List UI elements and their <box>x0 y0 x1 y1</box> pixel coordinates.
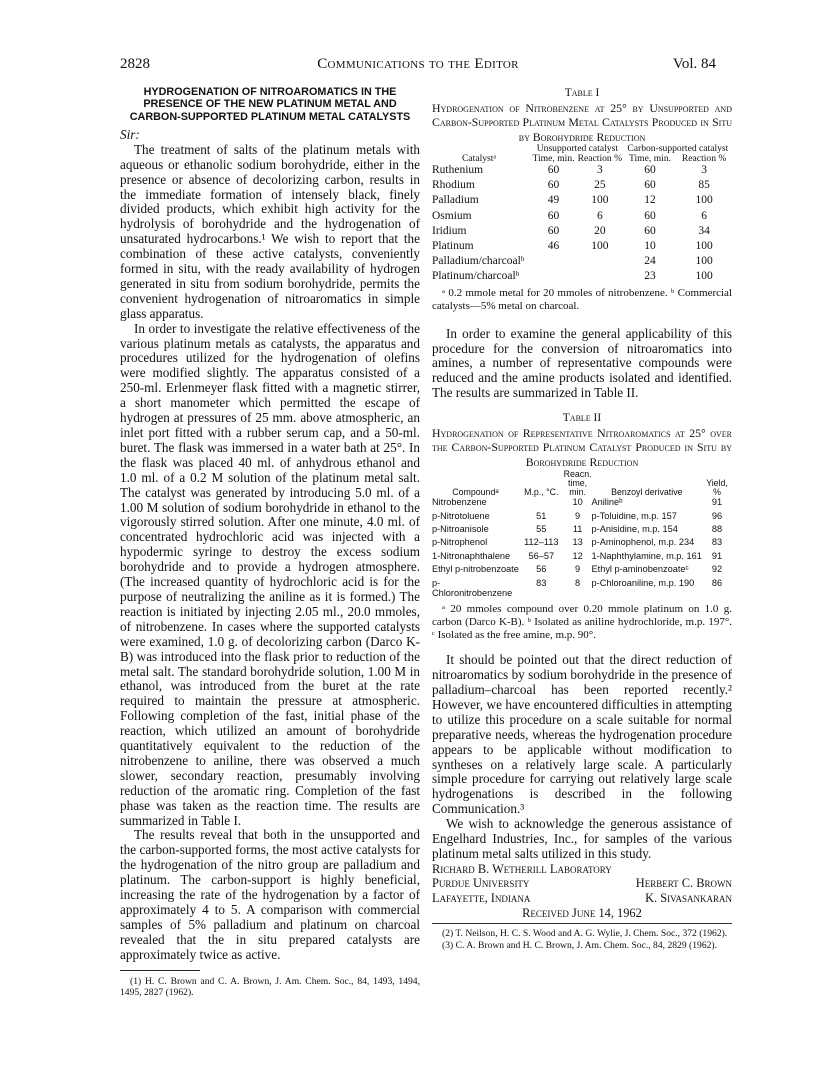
table-2-cell: 12 <box>572 550 583 561</box>
catalyst-name: Ruthenium <box>432 163 484 176</box>
col-derivative: Benzoyl derivative <box>611 486 683 497</box>
running-header <box>120 56 716 76</box>
table-1-cell: 20 <box>594 224 606 237</box>
table-1-cell: 60 <box>547 209 560 222</box>
col-time-1: Time, min. <box>532 153 575 165</box>
table-2-cell: 91 <box>711 497 723 508</box>
table-1-cell <box>531 270 576 285</box>
table-1-cell: 100 <box>695 255 713 268</box>
catalyst-name: Platinum <box>432 239 474 252</box>
sig-lab: Richard B. Wetherill Laboratory <box>432 861 612 876</box>
table-2-row <box>432 524 732 537</box>
table-1-cell: 100 <box>695 270 713 283</box>
table-2-caption: Hydrogenation of Representative Nitroaromatics at 25° over the Carbon-Supported Platinum Catalyst Produced in Situ by Borohydride Reduction <box>432 425 732 469</box>
footnote-2: (2) T. Neilson, H. C. S. Wood and A. G. Wylie, J. Chem. Soc., 372 (1962). <box>442 928 728 940</box>
compound-name: 1-Nitronaphthalene <box>432 550 511 561</box>
table-1-row <box>432 225 732 240</box>
catalyst-name: Iridium <box>432 224 467 237</box>
table-2-row <box>432 511 732 524</box>
paragraph-5: It should be pointed out that the direct reduction of nitroaromatics by sodium borohydride in the presence of palladium–charcoal has been reported recently.² However, we have encountered difficulties in attempting to utilize this procedure on a scale suitable for normal preparative needs, whereas the hydrogenation procedure appears to be applicable without modification to syntheses on a relatively large scale. A particularly simple procedure for carrying out relatively large scale hydrogenations is described in the following Communication.³ <box>432 652 732 817</box>
table-2-note: ᵃ 20 mmoles compound over 0.20 mmole platinum on 1.0 g. carbon (Darco K-B). ᵇ Isolated as aniline hydrochloride, m.p. 197°. ᶜ Isolated as the free amine, m.p. 90°. <box>432 603 732 641</box>
catalyst-name: Palladium <box>432 194 479 207</box>
table-1-row <box>432 194 732 209</box>
table-2-cell: 112–113 <box>524 537 559 548</box>
paragraph-1: The treatment of salts of the platinum metals with aqueous or ethanolic sodium borohydride, either in the presence or absence of decolorizing carbon, results in the immediate formation of intensely black, finely divided products, which exhibit high activity for the hydrolysis of borohydride and the hydrogenation of unsaturated hydrocarbons.¹ We wish to report that the combination of these active catalysts, conveniently formed in situ, with the ready availability of hydrogen generated in situ from sodium borohydride, permits the convenient hydrogenation of nitroaromatics in simple glass apparatus. <box>120 141 420 321</box>
table-1-cell: 3 <box>701 163 708 176</box>
compound-name: p-Nitroanisole <box>432 523 489 534</box>
table-1-cell: 60 <box>547 179 560 192</box>
footnote-rule <box>120 970 200 971</box>
table-1-row <box>432 270 732 285</box>
table-1-cell: 100 <box>695 194 713 207</box>
volume-number: Vol. 84 <box>672 56 716 72</box>
table-2-row <box>432 551 732 564</box>
table-2-row <box>432 564 732 577</box>
table-2-cell: 9 <box>575 510 581 521</box>
paragraph-4: In order to examine the general applicability of this procedure for the conversion of nitroaromatics into amines, a number of representative compounds were reduced and the amine products isolated and identified. The results are summarized in Table II. <box>432 325 732 401</box>
col-mp: M.p., °C. <box>524 486 559 497</box>
table-2-cell: p-Toluidine, m.p. 157 <box>591 510 677 521</box>
table-2-cell: 1-Naphthylamine, m.p. 161 <box>591 550 702 561</box>
table-2-label: Table II <box>562 412 602 425</box>
catalyst-name: Palladium/charcoalᵇ <box>432 255 525 268</box>
table-1-row <box>432 255 732 270</box>
col-compound: Compoundᵃ <box>452 486 499 497</box>
table-2-cell: p-Aminophenol, m.p. 234 <box>591 537 695 548</box>
compound-name: p-Nitrophenol <box>432 537 488 548</box>
table-1-cell: 60 <box>644 224 656 237</box>
table-2-cell: 96 <box>711 510 723 521</box>
table-1-caption: Hydrogenation of Nitrobenzene at 25° by Unsupported and Carbon-Supported Platinum Metal Catalysts Produced in Situ by Borohydride Reduction <box>432 100 732 144</box>
table-1-cell: 34 <box>698 224 710 237</box>
sig-university: Purdue University <box>432 876 530 891</box>
table-2-cell: 92 <box>711 564 723 575</box>
compound-name: Ethyl p-nitrobenzoate <box>432 564 519 575</box>
compound-name: p-Nitrotoluene <box>432 510 490 521</box>
table-1-note: ᵃ 0.2 mmole metal for 20 mmoles of nitrobenzene. ᵇ Commercial catalysts—5% metal on charcoal. <box>432 287 732 313</box>
signature-block <box>432 862 732 920</box>
running-title: Communications to the Editor <box>317 56 519 72</box>
group-unsupported: Unsupported catalyst <box>536 143 618 155</box>
table-1-cell: 100 <box>591 239 609 252</box>
table-2-cell: p-Anisidine, m.p. 154 <box>591 523 678 534</box>
paragraph-2: In order to investigate the relative effectiveness of the various platinum metals as catalysts, the apparatus and procedures utilized for the hydrogenation of olefins were modified slightly. The apparatus consisted of a 250-ml. Erlenmeyer flask fitted with a magnetic stirrer, a short manometer which permitted the escape of hydrogen at pressures of 25 mm. above atmospheric, an inlet port fitted with a rubber serum cap, and a 50-ml. buret. The flask was immersed in a water bath at 25°. In the flask was placed 40 ml. of anhydrous ethanol and 1.0 ml. of a 0.2 M solution of the platinum metal salt. The catalyst was generated by introducing 5.0 ml. of a 1.00 M solution of sodium borohydride in ethanol to the vigorously stirred solution. After one minute, 4.0 ml. of concentrated hydrochloric acid was injected with a hypodermic syringe to destroy the excess sodium borohydride and to provide a hydrogen atmosphere. (The increased quantity of hydrochloric acid is for the purpose of neutralizing the aniline as it is formed.) The reaction is initiated by injecting 2.05 ml., 20.0 mmoles, of nitrobenzene. In cases where the supported catalysts were examined, 1.0 g. of decolorizing carbon (Darco K-B) was introduced into the flask prior to reduction of the metal salt. The standard borohydride solution, 1.00 M in ethanol, was introduced from the buret at the rate required to maintain the pressure at atmospheric. Following completion of the fast, initial phase of the reaction, which utilized an amount of borohydride quantitatively equivalent to the reduction of the nitrobenzene to aniline, there was observed a much slower, secondary reaction, presumably involving reduction of the aromatic ring. Completion of the fast phase was taken as the reaction time. The results are summarized in Table I. <box>120 320 420 828</box>
col-reacn-time: Reacn. time, min. <box>563 468 592 497</box>
sig-author-2: K. Sivasankaran <box>645 891 732 906</box>
compound-name: p-Chloronitrobenzene <box>432 577 513 599</box>
table-1-cell: 24 <box>644 255 656 268</box>
table-2-cell: 8 <box>575 577 581 588</box>
table-1-row <box>432 164 732 179</box>
table-1-cell: 23 <box>644 270 656 283</box>
table-1 <box>432 144 732 285</box>
catalyst-name: Osmium <box>432 209 472 222</box>
left-column <box>120 86 420 999</box>
table-1-row <box>432 179 732 194</box>
catalyst-name: Platinum/charcoalᵇ <box>432 270 520 283</box>
table-2-cell: 83 <box>536 577 547 588</box>
article-title: HYDROGENATION OF NITROAROMATICS IN THE PRESENCE OF THE NEW PLATINUM METAL AND CARBON-SUPPORTED PLATINUM METAL CATALYSTS <box>129 86 411 123</box>
footnote-divider <box>432 923 732 924</box>
table-1-body <box>432 164 732 286</box>
table-2-cell: 10 <box>572 497 583 508</box>
table-2-cell: 56 <box>536 564 547 575</box>
table-1-cell: 10 <box>644 239 656 252</box>
table-1-cell: 60 <box>644 163 656 176</box>
sig-author-1: Herbert C. Brown <box>635 876 732 891</box>
table-2-cell: 88 <box>711 523 723 534</box>
group-carbon: Carbon-supported catalyst <box>627 143 729 155</box>
table-1-cell: 60 <box>547 163 560 176</box>
table-2-cell: p-Chloroaniline, m.p. 190 <box>591 577 695 588</box>
table-1-cell: 46 <box>547 239 560 252</box>
table-2-row <box>432 578 732 602</box>
table-1-cell: 85 <box>698 179 710 192</box>
table-1-cell: 100 <box>591 194 609 207</box>
table-2 <box>432 470 732 602</box>
table-1-cell <box>576 270 624 285</box>
received-date: Received June 14, 1962 <box>522 905 642 920</box>
table-2-cell <box>519 497 564 510</box>
table-1-cell: 49 <box>547 194 560 207</box>
table-1-cell: 6 <box>701 209 708 222</box>
table-1-row <box>432 210 732 225</box>
table-1-label: Table I <box>564 87 600 99</box>
table-2-cell: 11 <box>572 523 583 534</box>
table-1-cell: 100 <box>695 239 713 252</box>
table-1-cell: 6 <box>597 209 603 222</box>
table-2-cell: 9 <box>575 564 581 575</box>
table-2-row <box>432 497 732 510</box>
table-2-cell: 55 <box>536 523 547 534</box>
page-number: 2828 <box>120 56 150 72</box>
table-2-body <box>432 497 732 601</box>
salutation: Sir: <box>120 126 140 142</box>
table-2-cell: 56–57 <box>528 550 555 561</box>
table-1-cell: 60 <box>547 224 560 237</box>
table-2-cell: Ethyl p-aminobenzoateᶜ <box>591 564 689 575</box>
table-1-cell: 25 <box>594 179 606 192</box>
col-yield: Yield, % <box>706 477 728 497</box>
table-1-cell: 12 <box>644 194 656 207</box>
paragraph-6: We wish to acknowledge the generous assistance of Engelhard Industries, Inc., for samples of the various platinum metal salts utilized in this study. <box>432 816 732 861</box>
table-1-cell: 3 <box>597 163 603 176</box>
table-1-cell: 60 <box>644 179 656 192</box>
col-reaction-1: Reaction % <box>577 153 623 165</box>
table-1-cell <box>576 255 624 270</box>
col-time-2: Time, min. <box>628 153 672 165</box>
paragraph-3: The results reveal that both in the unsupported and the carbon-supported forms, the most active catalysts for the hydrogenation of the nitro group are palladium and platinum. The carbon-support is highly beneficial, increasing the rate of the hydrogenation by a factor of approximately 4 to 5. A comparison with commercial samples of 5% palladium and platinum on charcoal revealed that the in situ prepared catalysts are approximately twice as active. <box>120 827 420 962</box>
sig-city: Lafayette, Indiana <box>432 891 531 906</box>
table-1-cell <box>531 255 576 270</box>
table-2-row <box>432 537 732 550</box>
col-catalyst: Catalystᵃ <box>462 153 497 165</box>
catalyst-name: Rhodium <box>432 179 475 192</box>
table-2-cell: 91 <box>711 550 723 561</box>
table-2-cell: 51 <box>536 510 547 521</box>
table-2-cell: 86 <box>711 577 723 588</box>
col-reaction-2: Reaction % <box>681 153 727 165</box>
right-column <box>432 86 732 951</box>
table-2-cell: 13 <box>572 537 583 548</box>
table-2-cell: Anilineᵇ <box>591 497 623 508</box>
footnote-1: (1) H. C. Brown and C. A. Brown, J. Am. Chem. Soc., 84, 1493, 1494, 1495, 2827 (1962). <box>120 975 420 999</box>
table-2-cell: 83 <box>711 537 723 548</box>
compound-name: Nitrobenzene <box>432 497 487 508</box>
table-1-cell: 60 <box>644 209 656 222</box>
table-1-row <box>432 240 732 255</box>
footnote-3: (3) C. A. Brown and H. C. Brown, J. Am. Chem. Soc., 84, 2829 (1962). <box>442 939 718 951</box>
